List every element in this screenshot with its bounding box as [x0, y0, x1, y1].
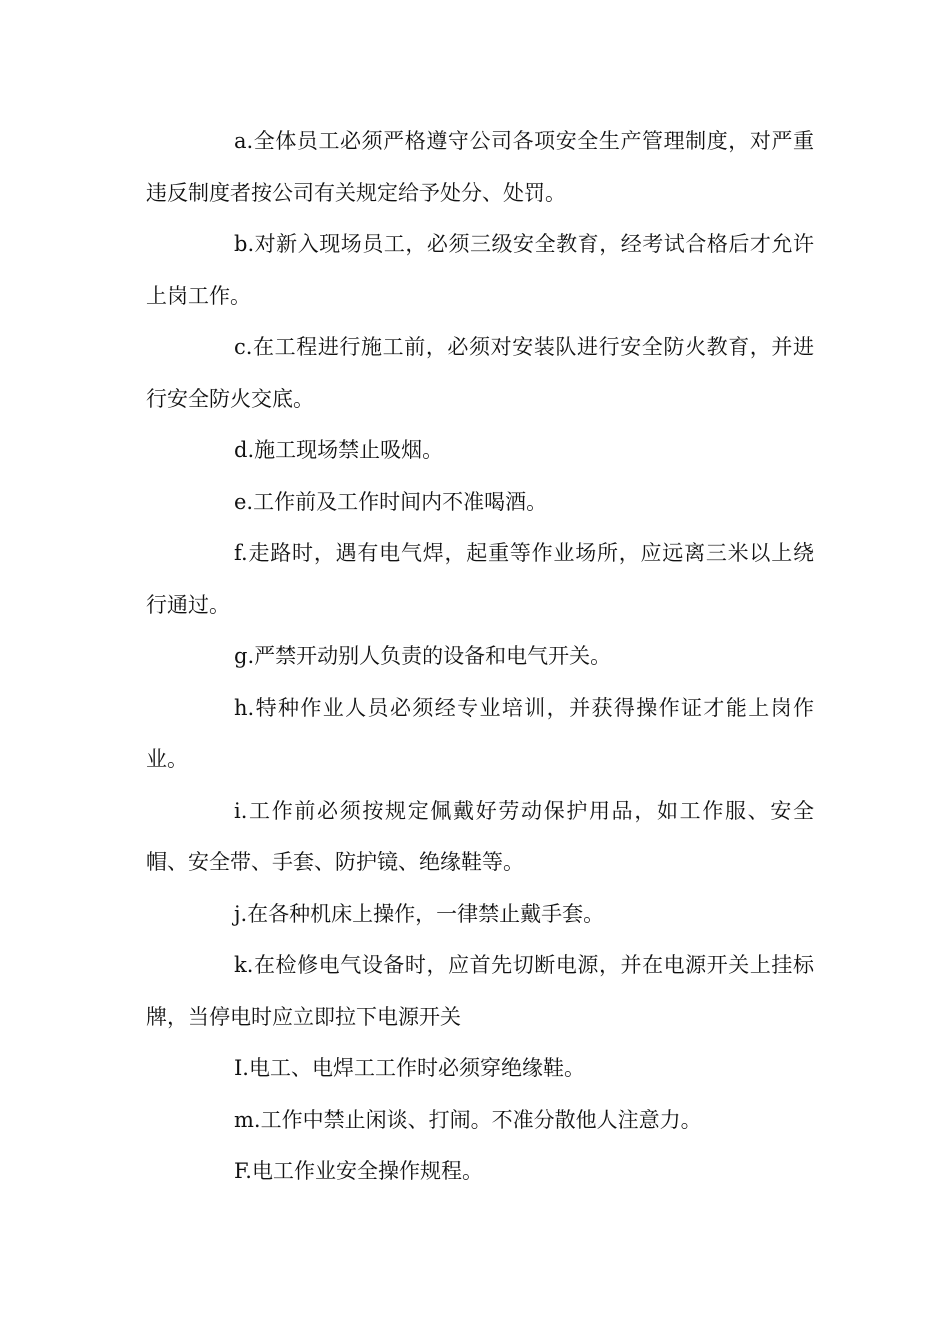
paragraph-l: I.电工、电焊工工作时必须穿绝缘鞋。 — [234, 1056, 585, 1080]
document-body — [146, 116, 814, 1198]
paragraph-e: e.工作前及工作时间内不准喝酒。 — [234, 489, 548, 514]
paragraph-b: b.对新入现场员工，必须三级安全教育，经考试合格后才允许上岗工作。 — [146, 232, 814, 308]
paragraph-m: m.工作中禁止闲谈、打闹。不准分散他人注意力。 — [234, 1107, 702, 1132]
paragraph-d: d.施工现场禁止吸烟。 — [234, 438, 444, 462]
paragraph-c: c.在工程进行施工前，必须对安装队进行安全防火教育，并进行安全防火交底。 — [146, 335, 814, 411]
section-heading-f: F.电工作业安全操作规程。 — [234, 1159, 483, 1183]
paragraph-h: h.特种作业人员必须经专业培训，并获得操作证才能上岗作业。 — [146, 695, 814, 771]
paragraph-k: k.在检修电气设备时，应首先切断电源，并在电源开关上挂标牌，当停电时应立即拉下电源开关 — [146, 953, 814, 1029]
paragraph-j: j.在各种机床上操作，一律禁止戴手套。 — [234, 901, 605, 926]
paragraph-a: a.全体员工必须严格遵守公司各项安全生产管理制度，对严重违反制度者按公司有关规定给予处分、处罚。 — [146, 129, 814, 205]
paragraph-f: f.走路时，遇有电气焊，起重等作业场所，应远离三米以上绕行通过。 — [146, 541, 814, 617]
paragraph-i: i.工作前必须按规定佩戴好劳动保护用品，如工作服、安全帽、安全带、手套、防护镜、绝缘鞋等。 — [146, 798, 814, 874]
paragraph-g: g.严禁开动别人负责的设备和电气开关。 — [234, 644, 612, 668]
